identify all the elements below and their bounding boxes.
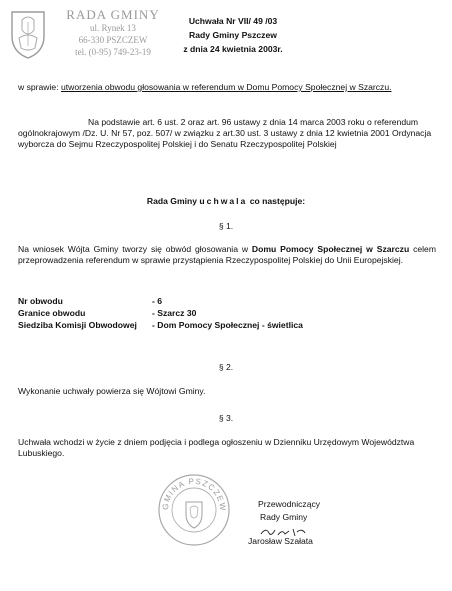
- commission-seat-label: Siedziba Komisji Obwodowej: [18, 320, 137, 330]
- section-1-text-b: celem przeprowadzenia referendum w sprawie przystąpienia Rzeczypospolitej Polskiej do Unii Europejskiej.: [18, 244, 436, 266]
- resolution-header: [178, 14, 288, 56]
- official-seal-icon: [156, 470, 232, 548]
- district-boundaries-label: Granice obwodu: [18, 308, 86, 318]
- letterhead-street: ul. Rynek 13: [90, 23, 136, 33]
- svg-text:GMINA PSZCZEW: [161, 477, 227, 512]
- signatory-title: Przewodniczący: [258, 499, 321, 509]
- resolution-formula: [0, 196, 452, 207]
- section-2-text: Wykonanie uchwały powierza się Wójtowi Gminy.: [18, 386, 206, 396]
- district-boundaries-value: - Szarcz 30: [152, 308, 197, 318]
- resolve-verb: uchwala: [199, 196, 248, 206]
- section-2-mark: § 2.: [218, 362, 234, 372]
- letterhead-phone: tel. (0-95) 749-23-19: [75, 47, 151, 57]
- council-name: Rady Gminy Pszczew: [189, 30, 277, 40]
- section-1-location: Domu Pomocy Społecznej w Szarczu: [251, 244, 410, 254]
- subject-text: utworzenia obwodu głosowania w referendum w Domu Pomocy Społecznej w Szarczu.: [60, 82, 392, 92]
- district-number-label: Nr obwodu: [18, 296, 63, 306]
- section-1-text-a: Na wniosek Wójta Gminy tworzy się obwód głosowania w: [18, 244, 252, 254]
- section-3-mark: § 3.: [218, 413, 234, 423]
- section-1-mark: § 1.: [218, 221, 234, 231]
- district-detail-row: [18, 320, 438, 332]
- signatory-body: Rady Gminy: [260, 512, 308, 522]
- letterhead-stamp: [58, 8, 168, 58]
- seal-text: GMINA PSZCZEW: [160, 476, 228, 512]
- section-3-text: Uchwała wchodzi w życie z dniem podjęcia i podlega ogłoszeniu w Dzienniku Urzędowym Województwa Lubuskiego.: [18, 437, 415, 459]
- coat-of-arms-icon: [8, 8, 48, 60]
- district-details: [18, 296, 438, 332]
- subject-line: [18, 82, 438, 93]
- district-detail-row: [18, 296, 438, 308]
- signature-block: [244, 498, 354, 547]
- subject-label: w sprawie:: [18, 82, 61, 92]
- resolve-prefix: Rada Gminy: [146, 196, 200, 206]
- legal-basis-paragraph: [18, 117, 438, 151]
- letterhead-city: 66-330 PSZCZEW: [78, 35, 148, 45]
- legal-basis-text: Na podstawie art. 6 ust. 2 oraz art. 96 ustawy z dnia 14 marca 2003 roku o referendum ogólnokrajowym /Dz. U. Nr 57, poz. 507/ w związku z art.30 ust. 3 ustawy z dnia 12 kwietnia 2001 Ordynacja wyborcza do Sejmu Rzeczypospolitej Polskiej i do Senatu Rzeczypospolitej Polskiej: [18, 117, 432, 150]
- district-number-value: - 6: [152, 296, 163, 306]
- resolve-suffix: co następuje:: [247, 196, 306, 206]
- signatory-name: Jarosław Szałata: [248, 536, 313, 546]
- resolution-date: z dnia 24 kwietnia 2003r.: [183, 44, 283, 54]
- section-1-text: [18, 244, 436, 266]
- letterhead-council-name: RADA GMINY: [66, 7, 160, 22]
- district-detail-row: [18, 308, 438, 320]
- commission-seat-value: - Dom Pomocy Społecznej - świetlica: [152, 320, 303, 330]
- handwritten-signature-icon: [258, 525, 308, 539]
- resolution-number: Uchwała Nr VII/ 49 /03: [188, 16, 278, 26]
